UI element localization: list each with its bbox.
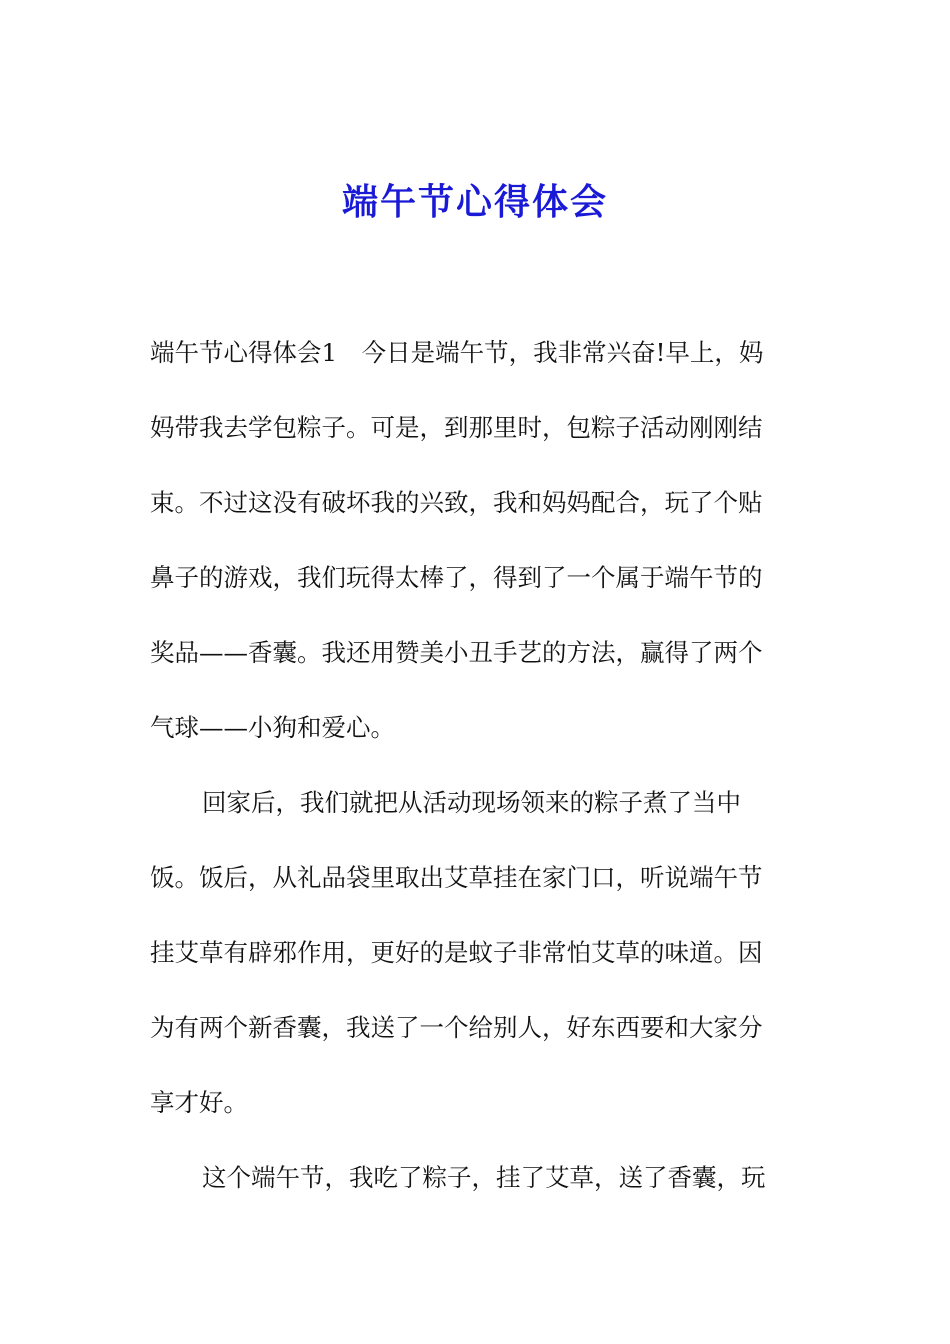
text-line: 饭。饭后，从礼品袋里取出艾草挂在家门口，听说端午节 [150,863,763,892]
text-line: 挂艾草有辟邪作用，更好的是蚊子非常怕艾草的味道。因 [150,938,763,967]
text-line: 奖品——香囊。我还用赞美小丑手艺的方法，赢得了两个 [150,638,763,667]
text-line-paragraph-start: 这个端午节，我吃了粽子，挂了艾草，送了香囊，玩 [202,1163,766,1192]
text-line: 束。不过这没有破坏我的兴致，我和妈妈配合，玩了个贴 [150,488,763,517]
text-line: 鼻子的游戏，我们玩得太棒了，得到了一个属于端午节的 [150,563,763,592]
document-body [150,328,798,1228]
document-title: 端午节心得体会 [341,181,608,223]
text-line: 为有两个新香囊，我送了一个给别人，好东西要和大家分 [150,1013,763,1042]
text-line: 妈带我去学包粽子。可是，到那里时，包粽子活动刚刚结 [150,413,763,442]
text-line: 端午节心得体会1 今日是端午节，我非常兴奋!早上，妈 [150,338,764,367]
text-line: 享才好。 [150,1088,248,1117]
text-line-paragraph-start: 回家后，我们就把从活动现场领来的粽子煮了当中 [202,788,741,817]
text-line: 气球——小狗和爱心。 [150,713,395,742]
